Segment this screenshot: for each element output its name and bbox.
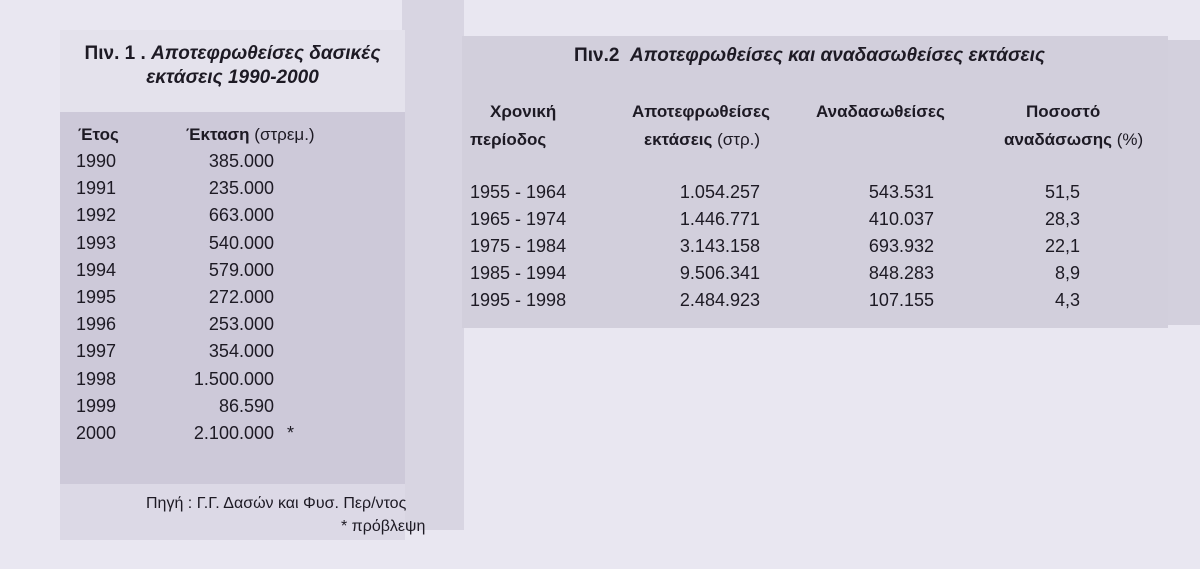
table2-burned-cell: 9.506.341 — [679, 263, 760, 283]
table2-col-reforested: Αναδασωθείσες — [816, 102, 945, 121]
table2-period-cell: 1955 - 1964 — [470, 182, 567, 202]
table1-year-cell: 1992 — [76, 205, 117, 225]
gutter-strip — [402, 0, 464, 530]
table2-col-pct: Ποσοστό αναδάσωσης (%) — [1004, 102, 1144, 149]
table1-area-cell: 354.000 — [208, 341, 274, 361]
table1-year-cell: 1991 — [76, 178, 117, 198]
table1-area-cell: 253.000 — [208, 314, 274, 334]
table1-area-cell: 579.000 — [208, 260, 274, 280]
table2-pct-cell: 51,5 — [1044, 182, 1080, 202]
table1-area-cell: 385.000 — [208, 151, 274, 171]
table2-col-period: Χρονική περίοδος — [470, 102, 557, 149]
table1-col-area: Έκταση (στρεμ.) — [186, 125, 315, 144]
table2-burned-cell: 1.054.257 — [679, 182, 760, 202]
table1-year-cell: 1994 — [76, 260, 117, 280]
table1-area-cell: 1.500.000 — [193, 369, 274, 389]
table2-label: Πιν.2 — [574, 45, 620, 66]
table2-period-cell: 1995 - 1998 — [470, 290, 567, 310]
table1-year-cell: 1995 — [76, 287, 117, 307]
table1-area-cell: 272.000 — [208, 287, 274, 307]
table2-pct-cell: 28,3 — [1044, 209, 1080, 229]
table1-area-cell: 235.000 — [208, 178, 274, 198]
table1-forecast-mark: * — [287, 423, 295, 443]
table2-period-cell: 1965 - 1974 — [470, 209, 567, 229]
table1-area-cell: 86.590 — [218, 396, 274, 416]
table1-year-cell: 1997 — [76, 341, 117, 361]
table1-title-line2: εκτάσεις 1990-2000 — [146, 67, 319, 88]
table2-period-cell: 1985 - 1994 — [470, 263, 567, 283]
table2-title — [574, 44, 1045, 68]
table2-burned-cell: 1.446.771 — [679, 209, 760, 229]
table1-year-cell: 1993 — [76, 233, 117, 253]
table1-source: Πηγή : Γ.Γ. Δασών και Φυσ. Περ/ντος — [146, 495, 407, 512]
table1-area-cell: 540.000 — [208, 233, 274, 253]
table1-area-cell: 663.000 — [208, 205, 274, 225]
table2-reforested-cell: 693.932 — [868, 236, 934, 256]
table1-year-cell: 1996 — [76, 314, 117, 334]
table1-year-cell: 1998 — [76, 369, 117, 389]
table1-panel — [60, 30, 405, 540]
table2-reforested-cell: 410.037 — [868, 209, 934, 229]
table2-pct-cell: 4,3 — [1054, 290, 1080, 310]
table1-area-cell: 2.100.000 — [193, 423, 274, 443]
table1-note: * πρόβλεψη — [341, 518, 426, 535]
table1-year-cell: 2000 — [76, 423, 117, 443]
table1-title-line1: Αποτεφρωθείσες δασικές — [151, 43, 381, 64]
table2-reforested-cell: 543.531 — [868, 182, 934, 202]
right-edge-strip — [1168, 40, 1200, 325]
table1-label: Πιν. 1 . — [84, 43, 146, 64]
table1-year-cell: 1999 — [76, 396, 117, 416]
table2-reforested-cell: 107.155 — [868, 290, 934, 310]
table2-pct-cell: 8,9 — [1054, 263, 1080, 283]
table2-period-cell: 1975 - 1984 — [470, 236, 567, 256]
table2-col-burned: Αποτεφρωθείσες εκτάσεις (στρ.) — [632, 102, 770, 149]
table1-title — [60, 42, 405, 90]
table1-year-cell: 1990 — [76, 151, 117, 171]
table2-title-text: Αποτεφρωθείσες και αναδασωθείσες εκτάσεις — [629, 45, 1046, 66]
table2-reforested-cell: 848.283 — [868, 263, 934, 283]
table1-col-year: Έτος — [78, 125, 119, 144]
table2-burned-cell: 3.143.158 — [679, 236, 760, 256]
table2-burned-cell: 2.484.923 — [679, 290, 760, 310]
table2-pct-cell: 22,1 — [1044, 236, 1080, 256]
